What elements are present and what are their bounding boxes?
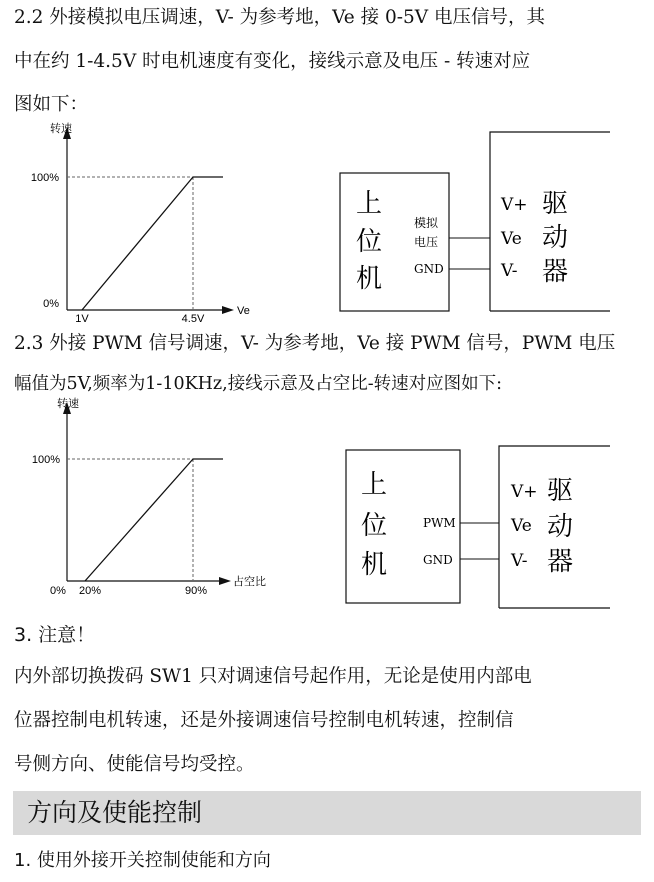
- section-2-3-line-2: 幅值为5V,频率为1-10KHz,接线示意及占空比-转速对应图如下:: [14, 374, 503, 394]
- gnd-label: GND: [423, 553, 453, 567]
- section-banner: [13, 791, 641, 835]
- driver-char-1: 驱: [542, 189, 569, 219]
- section-2-2-line-3: 图如下：: [14, 94, 89, 115]
- host-char-2: 位: [361, 511, 388, 541]
- pin-vplus: V+: [501, 195, 528, 215]
- signal-label-pwm: PWM: [423, 516, 456, 530]
- signal-label-analog: 模拟: [414, 216, 439, 230]
- note-line-1: 内外部切换拨码 SW1 只对调速信号起作用，无论是使用内部电: [14, 666, 532, 687]
- section-2-3-line-1: 2.3 外接 PWM 信号调速，V- 为参考地，Ve 接 PWM 信号，PWM 电压: [14, 333, 616, 354]
- driver-char-1: 驱: [547, 476, 574, 506]
- y-tick-0: 0%: [43, 298, 59, 310]
- host-char-1: 上: [356, 189, 383, 219]
- y-tick-0: 0%: [50, 585, 66, 597]
- y-tick-100: 100%: [30, 172, 59, 184]
- x-tick-45v: 4.5V: [181, 313, 205, 325]
- pin-ve: Ve: [511, 516, 532, 536]
- host-char-1: 上: [361, 470, 388, 500]
- driver-char-3: 器: [542, 257, 569, 287]
- y-axis-label: 转速: [57, 398, 79, 410]
- sub-heading: 1. 使用外接开关控制使能和方向: [14, 850, 271, 871]
- driver-char-2: 动: [542, 223, 569, 253]
- x-tick-20: 20%: [78, 585, 102, 597]
- section-title: 方向及使能控制: [27, 798, 203, 827]
- host-char-3: 机: [361, 550, 388, 580]
- x-axis-label: Ve: [237, 305, 250, 317]
- note-heading: 3. 注意！: [14, 624, 96, 646]
- pin-vminus: V-: [511, 551, 528, 571]
- pin-vminus: V-: [501, 261, 518, 281]
- wiring-diagram-analog: [0, 130, 654, 315]
- x-tick-90: 90%: [184, 585, 208, 597]
- section-2-2-line-1: 2.2 外接模拟电压调速，V- 为参考地，Ve 接 0-5V 电压信号，其: [14, 7, 546, 28]
- y-tick-100: 100%: [31, 454, 60, 466]
- x-tick-1v: 1V: [75, 313, 89, 325]
- y-axis-label: 转速: [50, 123, 72, 135]
- host-char-3: 机: [356, 264, 383, 294]
- section-2-2-line-2: 中在约 1-4.5V 时电机速度有变化，接线示意及电压 - 转速对应: [14, 51, 531, 72]
- signal-label-voltage: 电压: [414, 235, 439, 249]
- pin-ve: Ve: [501, 229, 522, 249]
- x-axis-label: 占空比: [233, 576, 266, 588]
- pin-vplus: V+: [511, 482, 538, 502]
- driver-char-3: 器: [547, 547, 574, 577]
- note-line-2: 位器控制电机转速，还是外接调速信号控制电机转速，控制信: [14, 710, 514, 731]
- wiring-diagram-pwm: [0, 445, 654, 615]
- note-line-3: 号侧方向、使能信号均受控。: [14, 754, 255, 775]
- driver-char-2: 动: [547, 512, 574, 542]
- gnd-label: GND: [414, 262, 444, 276]
- host-char-2: 位: [356, 227, 383, 257]
